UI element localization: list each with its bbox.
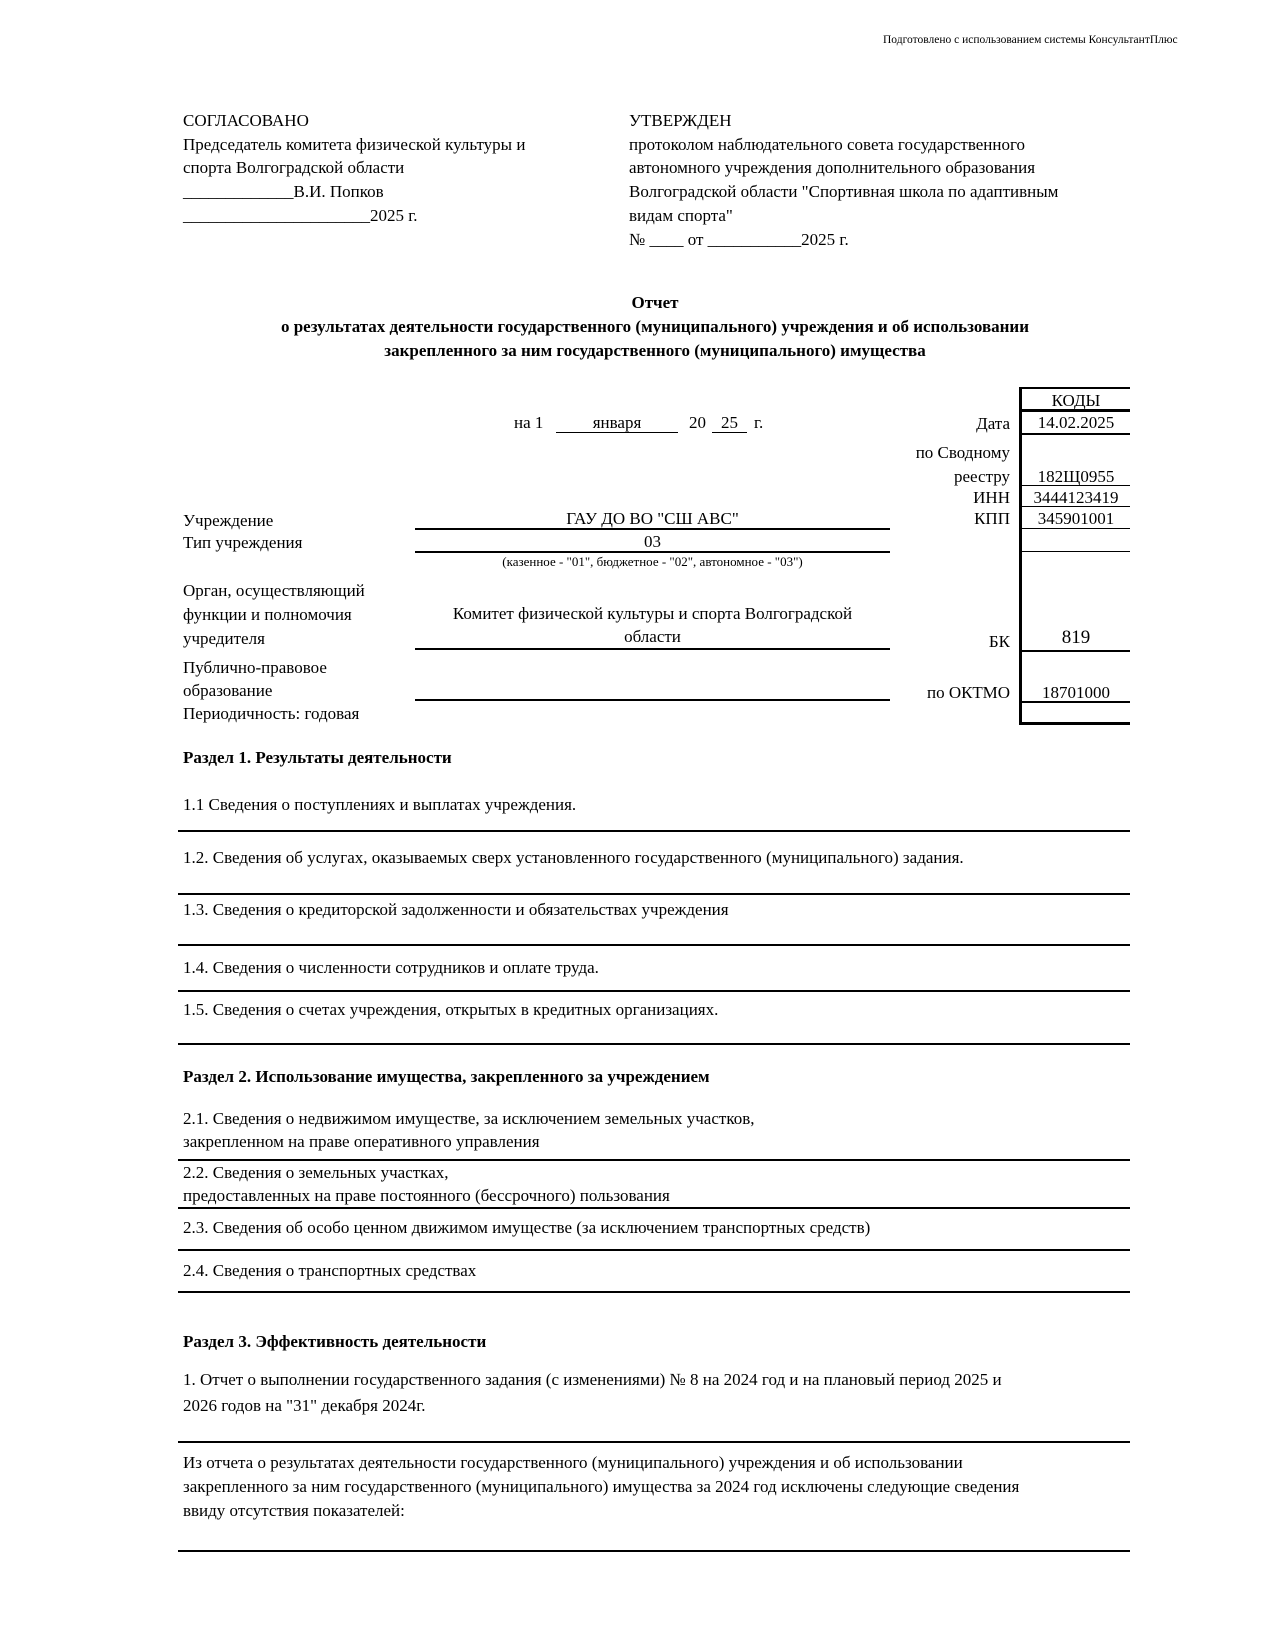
section-3-note-line-1: Из отчета о результатах деятельности государственного (муниципального) учреждения и об использовании xyxy=(183,1453,963,1472)
section-1-item-1: 1.1 Сведения о поступлениях и выплатах учреждения. xyxy=(183,795,577,814)
section-1-item-3: 1.3. Сведения о кредиторской задолженности и обязательствах учреждения xyxy=(183,900,729,919)
kpp-code-value: 345901001 xyxy=(1037,509,1115,528)
prepared-note: Подготовлено с использованием системы КонсультантПлюс xyxy=(883,34,1178,46)
institution-value: ГАУ ДО ВО "СШ АВС" xyxy=(566,509,739,528)
inn-code-value: 3444123419 xyxy=(1033,488,1119,507)
founder-label-3: учредителя xyxy=(183,629,265,648)
founder-value-1: Комитет физической культуры и спорта Волгоградской xyxy=(452,604,853,623)
inn-label: ИНН xyxy=(973,488,1010,507)
approval-right-line1: протоколом наблюдательного совета государственного xyxy=(629,135,1026,154)
date-label: Дата xyxy=(976,414,1010,433)
bk-label: БК xyxy=(988,632,1010,651)
section-2-item-3: 2.3. Сведения об особо ценном движимом имуществе (за исключением транспортных средств) xyxy=(183,1218,871,1237)
registry-code-value: 182Щ0955 xyxy=(1037,467,1115,486)
section-2-item-1-line-2: закрепленном на праве оперативного управления xyxy=(183,1132,540,1151)
report-title-line1: Отчет xyxy=(631,293,679,312)
type-value: 03 xyxy=(644,532,661,551)
approval-right-line3: Волгоградской области "Спортивная школа по адаптивным xyxy=(629,182,1059,201)
approval-left-line2: спорта Волгоградской области xyxy=(183,158,405,177)
section-2-item-4: 2.4. Сведения о транспортных средствах xyxy=(183,1261,477,1280)
section-3-note-line-2: закрепленного за ним государственного (муниципального) имущества за 2024 год исключены следующие сведения xyxy=(183,1477,1020,1496)
section-1-item-2: 1.2. Сведения об услугах, оказываемых сверх установленного государственного (муниципального) задания. xyxy=(183,848,964,867)
public-label-1: Публично-правовое xyxy=(183,658,327,677)
approval-right-line4: видам спорта" xyxy=(629,206,733,225)
approval-left-date: ______________________2025 г. xyxy=(183,206,418,225)
approval-left-signature: _____________В.И. Попков xyxy=(183,182,384,201)
bk-code-value: 819 xyxy=(1061,627,1091,648)
section-2-title: Раздел 2. Использование имущества, закрепленного за учреждением xyxy=(183,1067,710,1086)
section-2-item-2-line-1: 2.2. Сведения о земельных участках, xyxy=(183,1163,449,1182)
kpp-label: КПП xyxy=(974,509,1010,528)
section-3-title: Раздел 3. Эффективность деятельности xyxy=(183,1332,487,1351)
approval-right-line2: автономного учреждения дополнительного образования xyxy=(629,158,1036,177)
date-century: 20 xyxy=(689,413,706,432)
institution-label: Учреждение xyxy=(183,511,274,530)
registry-label-1: по Сводному xyxy=(915,443,1010,462)
section-3-note-line-3: ввиду отсутствия показателей: xyxy=(183,1501,405,1520)
date-suffix: г. xyxy=(754,413,764,432)
type-hint: (казенное - "01", бюджетное - "02", автономное - "03") xyxy=(502,554,803,569)
section-1-item-5: 1.5. Сведения о счетах учреждения, открытых в кредитных организациях. xyxy=(183,1000,719,1019)
registry-label-2: реестру xyxy=(954,467,1010,486)
approval-left-title: СОГЛАСОВАНО xyxy=(183,111,309,130)
section-3-item-1-line-2: 2026 годов на "31" декабря 2024г. xyxy=(183,1396,426,1415)
oktmo-code-value: 18701000 xyxy=(1042,683,1110,702)
type-label: Тип учреждения xyxy=(183,533,303,552)
date-prefix: на 1 xyxy=(514,413,544,432)
founder-label-2: функции и полномочия xyxy=(183,605,352,624)
approval-left-line1: Председатель комитета физической культуры и xyxy=(183,135,526,154)
founder-value-2: области xyxy=(624,627,681,646)
section-2-item-1-line-1: 2.1. Сведения о недвижимом имуществе, за исключением земельных участков, xyxy=(183,1109,755,1128)
date-code-value: 14.02.2025 xyxy=(1037,413,1115,432)
date-year: 25 xyxy=(721,413,738,432)
section-3-item-1-line-1: 1. Отчет о выполнении государственного задания (с изменениями) № 8 на 2024 год и на плановый период 2025 и xyxy=(183,1370,1002,1389)
report-title-line3: закрепленного за ним государственного (муниципального) имущества xyxy=(384,341,926,360)
periodicity: Периодичность: годовая xyxy=(183,704,360,723)
approval-right-number-date: № ____ от ___________2025 г. xyxy=(629,230,849,249)
report-title-line2: о результатах деятельности государственного (муниципального) учреждения и об использовании xyxy=(280,317,1030,336)
oktmo-label: по ОКТМО xyxy=(926,683,1010,702)
approval-right-title: УТВЕРЖДЕН xyxy=(629,111,732,130)
section-2-item-2-line-2: предоставленных на праве постоянного (бессрочного) пользования xyxy=(183,1186,670,1205)
codes-header: КОДЫ xyxy=(1051,391,1101,410)
section-1-title: Раздел 1. Результаты деятельности xyxy=(183,748,452,767)
public-label-2: образование xyxy=(183,681,273,700)
section-1-item-4: 1.4. Сведения о численности сотрудников и оплате труда. xyxy=(183,958,599,977)
date-month: января xyxy=(592,413,642,432)
founder-label-1: Орган, осуществляющий xyxy=(183,581,365,600)
